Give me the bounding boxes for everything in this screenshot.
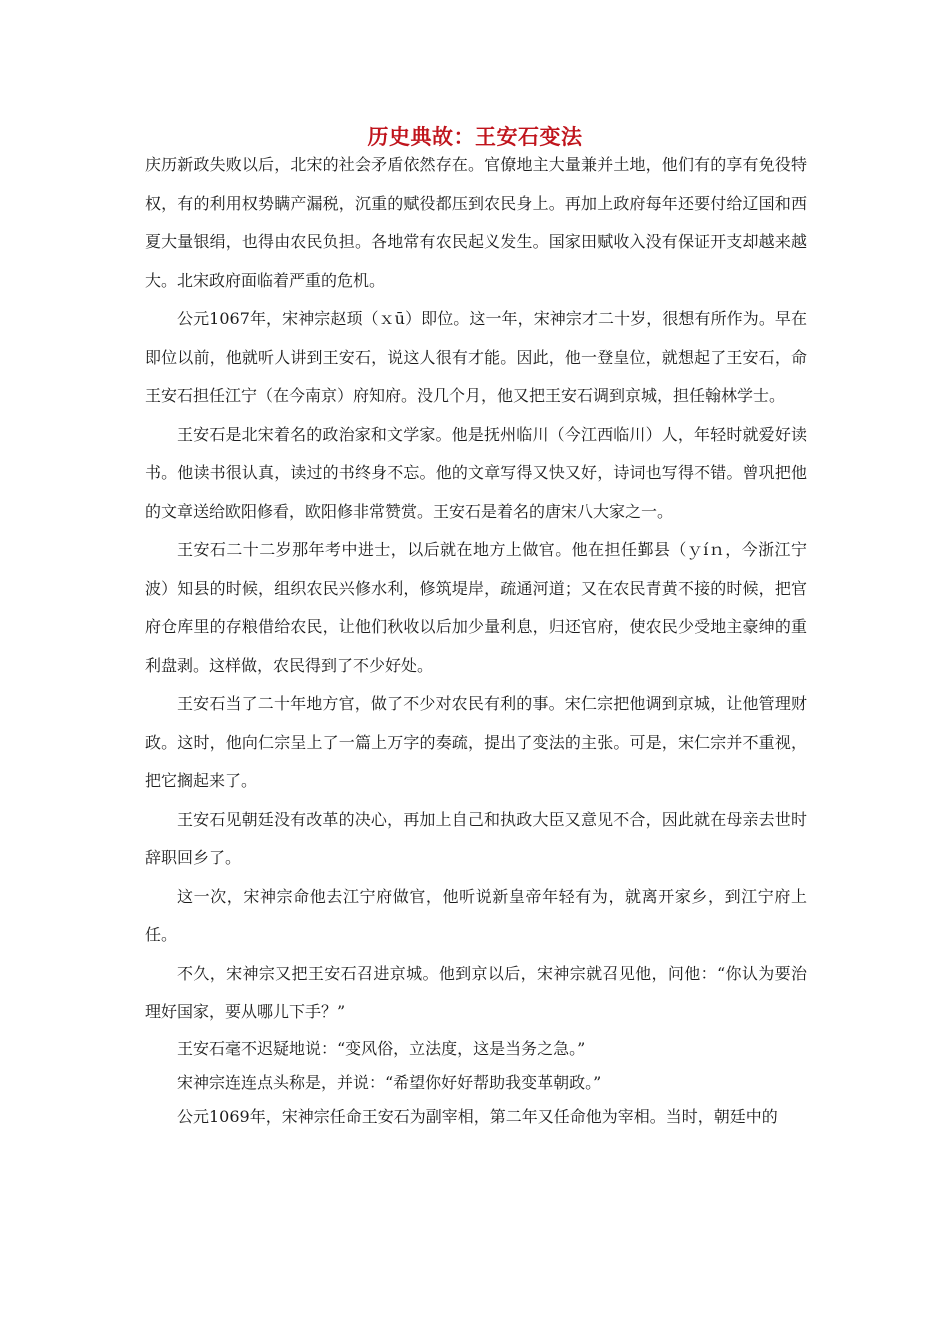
paragraph: 不久，宋神宗又把王安石召进京城。他到京以后，宋神宗就召见他，问他：“你认为要治理好国家，要从哪儿下手？” bbox=[145, 963, 807, 1021]
paragraph: 王安石是北宋着名的政治家和文学家。他是抚州临川（今江西临川）人，年轻时就爱好读书。他读书很认真，读过的书终身不忘。他的文章写得又快又好，诗词也写得不错。曾巩把他的文章送给欧阳修看，欧阳修非常赞赏。王安石是着名的唐宋八大家之一。 bbox=[145, 424, 807, 521]
paragraph: 王安石毫不迟疑地说：“变风俗，立法度，这是当务之急。” bbox=[177, 1038, 586, 1058]
paragraph: 王安石见朝廷没有改革的决心，再加上自己和执政大臣又意见不合，因此就在母亲去世时辞职回乡了。 bbox=[145, 809, 807, 867]
paragraph: 宋神宗连连点头称是，并说：“希望你好好帮助我变革朝政。” bbox=[177, 1072, 602, 1092]
paragraph: 王安石二十二岁那年考中进士，以后就在地方上做官。他在担任鄞县（ｙíｎ，今浙江宁波）知县的时候，组织农民兴修水利，修筑堤岸，疏通河道；又在农民青黄不接的时候，把官府仓库里的存粮借给农民，让他们秋收以后加少量利息，归还官府，使农民少受地主豪绅的重利盘剥。这样做，农民得到了不少好处。 bbox=[145, 540, 807, 675]
article-body bbox=[145, 146, 807, 1134]
paragraph: 这一次，宋神宗命他去江宁府做官，他听说新皇帝年轻有为，就离开家乡，到江宁府上任。 bbox=[145, 886, 807, 944]
paragraph: 庆历新政失败以后，北宋的社会矛盾依然存在。官僚地主大量兼并土地，他们有的享有免役特权，有的利用权势瞒产漏税，沉重的赋役都压到农民身上。再加上政府每年还要付给辽国和西夏大量银绢，也得由农民负担。各地常有农民起义发生。国家田赋收入没有保证开支却越来越大。北宋政府面临着严重的危机。 bbox=[145, 155, 807, 290]
page-title: 历史典故：王安石变法 bbox=[367, 125, 583, 149]
paragraph: 公元1067年，宋神宗赵顼（ｘū）即位。这一年，宋神宗才二十岁，很想有所作为。早在即位以前，他就听人讲到王安石，说这人很有才能。因此，他一登皇位，就想起了王安石，命王安石担任江宁（在今南京）府知府。没几个月，他又把王安石调到京城，担任翰林学士。 bbox=[145, 309, 807, 405]
paragraph: 王安石当了二十年地方官，做了不少对农民有利的事。宋仁宗把他调到京城，让他管理财政。这时，他向仁宗呈上了一篇上万字的奏疏，提出了变法的主张。可是，宋仁宗并不重视，把它搁起来了。 bbox=[145, 694, 807, 790]
paragraph: 公元1069年，宋神宗任命王安石为副宰相，第二年又任命他为宰相。当时，朝廷中的 bbox=[177, 1106, 778, 1126]
